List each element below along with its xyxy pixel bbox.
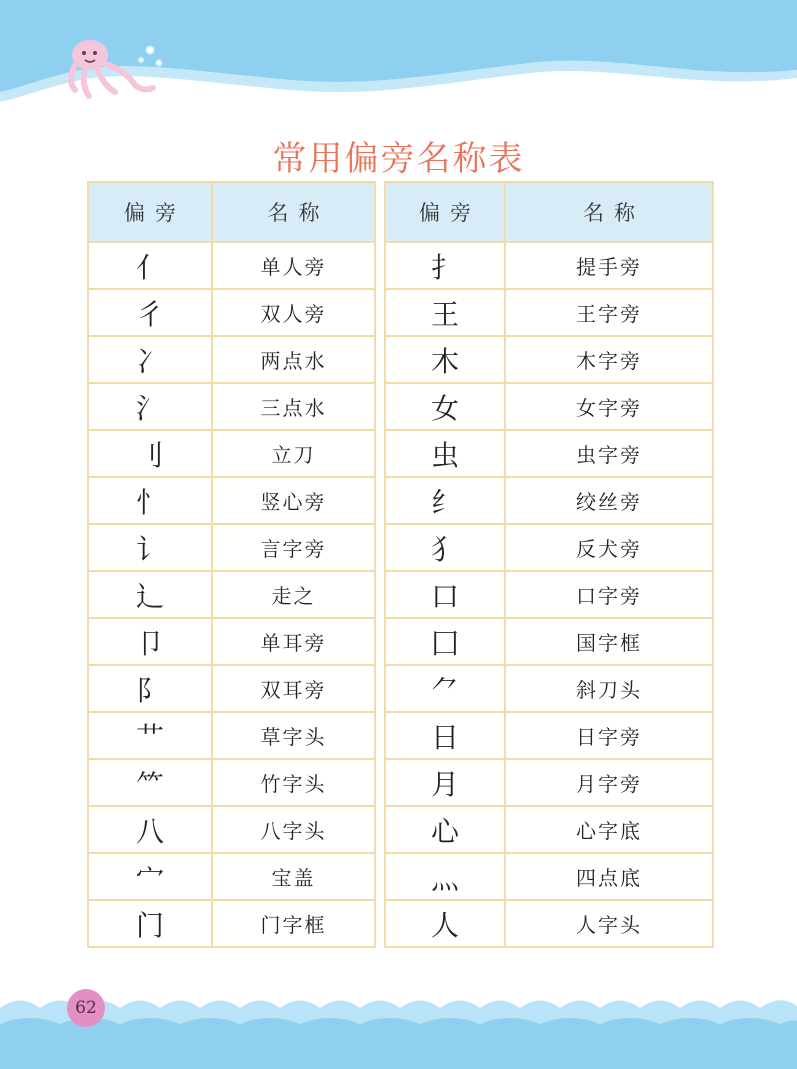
radical-name-cell: 门字框 [212, 900, 375, 947]
radical-cell: 犭 [385, 524, 505, 571]
radical-name-cell: 心字底 [505, 806, 713, 853]
table-row [88, 759, 375, 806]
radical-name-cell: 宝盖 [212, 853, 375, 900]
radical-cell: 心 [385, 806, 505, 853]
table-row [385, 712, 713, 759]
radical-name-cell: 竖心旁 [212, 477, 375, 524]
radical-cell: 虫 [385, 430, 505, 477]
page-title: 常用偏旁名称表 [272, 138, 525, 179]
radical-cell: 彳 [88, 289, 212, 336]
radical-name-cell: 反犬旁 [505, 524, 713, 571]
radical-name-cell: 日字旁 [505, 712, 713, 759]
radical-cell: 宀 [88, 853, 212, 900]
radical-name-cell: 言字旁 [212, 524, 375, 571]
column-header-name: 名称 [505, 182, 713, 242]
radical-name-cell: 国字框 [505, 618, 713, 665]
radical-cell: 卩 [88, 618, 212, 665]
radical-cell: 刂 [88, 430, 212, 477]
table-row [88, 853, 375, 900]
table-row [385, 430, 713, 477]
bottom-wave-decoration [0, 990, 797, 1069]
table-row [88, 712, 375, 759]
radical-name-cell: 斜刀头 [505, 665, 713, 712]
table-row [88, 430, 375, 477]
radical-cell: 月 [385, 759, 505, 806]
radical-name-cell: 竹字头 [212, 759, 375, 806]
radical-name-cell: 人字头 [505, 900, 713, 947]
table-header-row [88, 182, 375, 242]
table-row [385, 383, 713, 430]
radical-cell: 艹 [88, 712, 212, 759]
column-header-name: 名称 [212, 182, 375, 242]
radical-name-cell: 女字旁 [505, 383, 713, 430]
table-row [385, 477, 713, 524]
radical-cell: 辶 [88, 571, 212, 618]
radical-cell: 八 [88, 806, 212, 853]
radical-cell: 王 [385, 289, 505, 336]
radical-cell: ⺮ [88, 759, 212, 806]
radical-name-cell: 双人旁 [212, 289, 375, 336]
page-number-badge: 62 [67, 989, 105, 1027]
table-row [385, 571, 713, 618]
radical-name-cell: 王字旁 [505, 289, 713, 336]
table-row [88, 571, 375, 618]
table-row [385, 336, 713, 383]
table-row [385, 618, 713, 665]
radical-name-cell: 绞丝旁 [505, 477, 713, 524]
radical-table-right [384, 181, 714, 948]
radical-name-cell: 提手旁 [505, 242, 713, 289]
radical-cell: 冫 [88, 336, 212, 383]
radical-name-cell: 立刀 [212, 430, 375, 477]
column-header-radical: 偏旁 [88, 182, 212, 242]
table-row [88, 477, 375, 524]
table-row [385, 524, 713, 571]
radical-cell: 灬 [385, 853, 505, 900]
radical-cell: 阝 [88, 665, 212, 712]
radical-name-cell: 走之 [212, 571, 375, 618]
table-row [88, 806, 375, 853]
radical-cell: 口 [385, 571, 505, 618]
table-row [88, 383, 375, 430]
radical-name-cell: 四点底 [505, 853, 713, 900]
table-row [385, 900, 713, 947]
table-header-row [385, 182, 713, 242]
table-row [385, 665, 713, 712]
radical-cell: 扌 [385, 242, 505, 289]
radical-name-cell: 木字旁 [505, 336, 713, 383]
radical-name-cell: 两点水 [212, 336, 375, 383]
table-row [385, 242, 713, 289]
radical-name-cell: 月字旁 [505, 759, 713, 806]
radical-cell: 纟 [385, 477, 505, 524]
radical-cell: ⺈ [385, 665, 505, 712]
radical-name-cell: 单耳旁 [212, 618, 375, 665]
radical-cell: 讠 [88, 524, 212, 571]
radical-name-cell: 三点水 [212, 383, 375, 430]
radical-name-cell: 草字头 [212, 712, 375, 759]
table-row [385, 289, 713, 336]
radical-name-cell: 单人旁 [212, 242, 375, 289]
table-row [88, 289, 375, 336]
table-row [88, 524, 375, 571]
radical-name-cell: 八字头 [212, 806, 375, 853]
radical-name-cell: 虫字旁 [505, 430, 713, 477]
radical-cell: 木 [385, 336, 505, 383]
table-row [88, 665, 375, 712]
table-row [88, 336, 375, 383]
radical-cell: 氵 [88, 383, 212, 430]
table-row [385, 853, 713, 900]
radical-cell: 囗 [385, 618, 505, 665]
radical-cell: 女 [385, 383, 505, 430]
table-row [385, 806, 713, 853]
radical-cell: 门 [88, 900, 212, 947]
radical-cell: 日 [385, 712, 505, 759]
table-row [88, 900, 375, 947]
column-header-radical: 偏旁 [385, 182, 505, 242]
radical-cell: 忄 [88, 477, 212, 524]
table-row [385, 759, 713, 806]
radical-cell: 人 [385, 900, 505, 947]
table-row [88, 242, 375, 289]
octopus-icon [55, 30, 170, 105]
radical-table-left [87, 181, 376, 948]
radical-name-cell: 口字旁 [505, 571, 713, 618]
radical-name-cell: 双耳旁 [212, 665, 375, 712]
radical-cell: 亻 [88, 242, 212, 289]
table-row [88, 618, 375, 665]
